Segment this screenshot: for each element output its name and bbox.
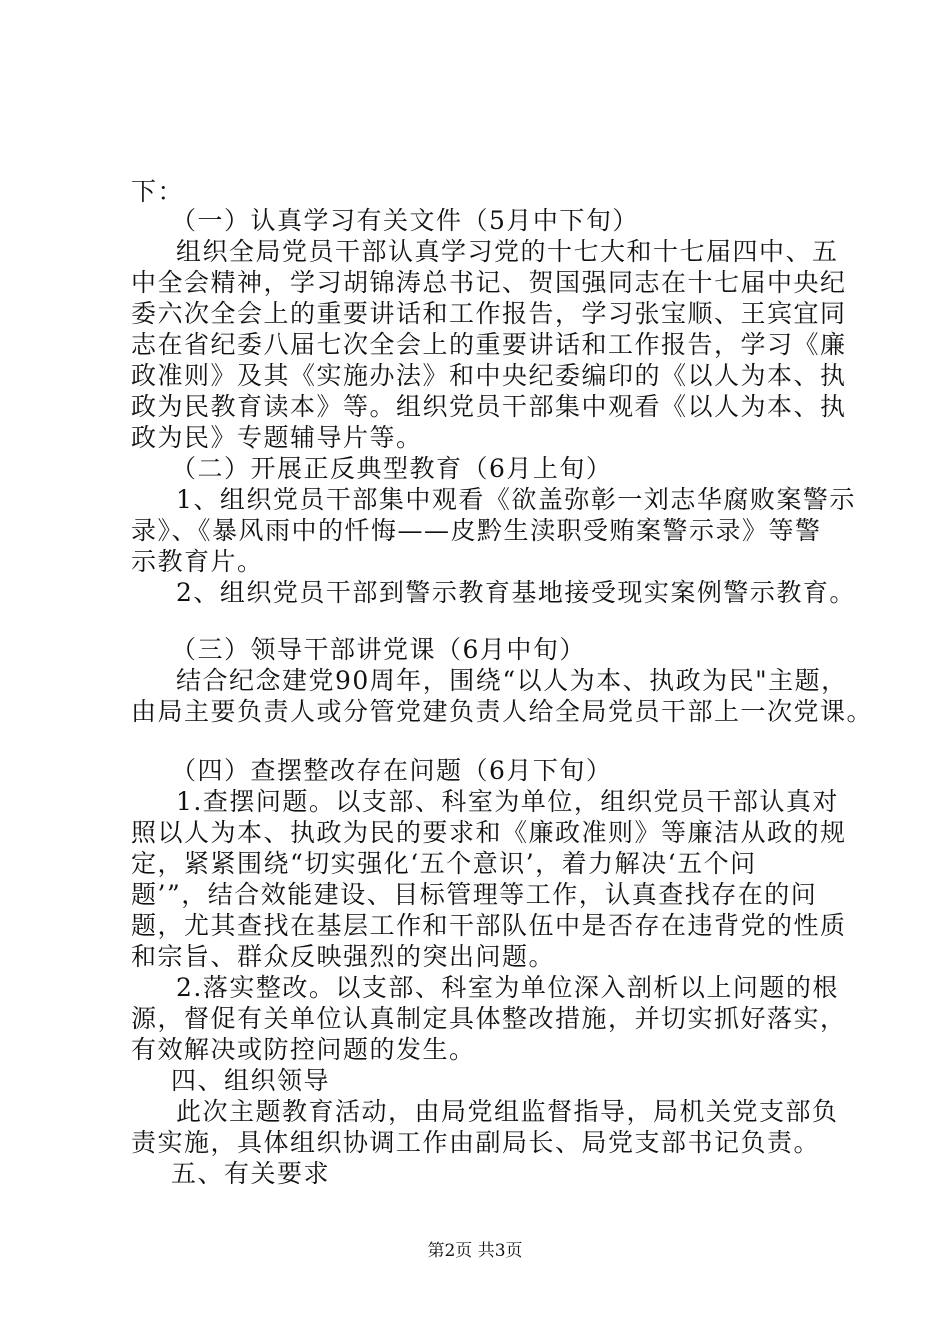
text-line: 政为民》专题辅导片等。 [131, 423, 423, 452]
text-line: 政为民教育读本》等。组织党员干部集中观看《以人为本、执 [131, 392, 847, 421]
text-line: 委六次全会上的重要讲话和工作报告，学习张宝顺、王宾宜同 [131, 299, 847, 328]
text-line: 下： [131, 177, 185, 206]
text-line: 2.落实整改。以支部、科室为单位深入剖析以上问题的根 [176, 973, 839, 1002]
section-heading: 四、组织领导 [171, 1066, 331, 1095]
text-line: 示教育片。 [131, 547, 264, 576]
text-line: 中全会精神，学习胡锦涛总书记、贺国强同志在十七届中央纪 [131, 268, 847, 297]
text-line: 1.查摆问题。以支部、科室为单位，组织党员干部认真对 [176, 787, 839, 816]
text-line: 1、组织党员干部集中观看《欲盖弥彰一刘志华腐败案警示 [176, 485, 856, 514]
text-line: 2、组织党员干部到警示教育基地接受现实案例警示教育。 [176, 578, 856, 607]
page-number: 第2页 共3页 [427, 1241, 523, 1261]
text-line: 有效解决或防控问题的发生。 [131, 1035, 476, 1064]
section-heading: 五、有关要求 [171, 1159, 331, 1188]
text-line: 题’”，结合效能建设、目标管理等工作，认真查找存在的问 [131, 880, 818, 909]
text-line: 录》、《暴风雨中的忏悔——皮黔生渎职受贿案警示录》等警 [131, 516, 822, 545]
text-line: 结合纪念建党90周年，围绕“以人为本、执政为民"主题， [176, 666, 848, 695]
text-line: 责实施，具体组织协调工作由副局长、局党支部书记负责。 [131, 1128, 821, 1157]
text-line: 和宗旨、群众反映强烈的突出问题。 [131, 942, 556, 971]
section-heading: （三）领导干部讲党课（6月中旬） [171, 635, 586, 664]
text-line: 由局主要负责人或分管党建负责人给全局党员干部上一次党课。 [131, 697, 874, 726]
section-heading: （二）开展正反典型教育（6月上旬） [171, 454, 613, 483]
section-heading: （一）认真学习有关文件（5月中下旬） [171, 206, 639, 235]
text-line: 源，督促有关单位认真制定具体整改措施，并切实抓好落实， [131, 1004, 847, 1033]
text-line: 定，紧紧围绕“切实强化‘五个意识’，着力解决‘五个问 [131, 849, 757, 878]
text-line: 照以人为本、执政为民的要求和《廉政准则》等廉洁从政的规 [131, 818, 847, 847]
text-line: 此次主题教育活动，由局党组监督指导，局机关党支部负 [176, 1097, 839, 1126]
text-line: 政准则》及其《实施办法》和中央纪委编印的《以人为本、执 [131, 361, 847, 390]
text-line: 组织全局党员干部认真学习党的十七大和十七届四中、五 [176, 237, 839, 266]
text-line: 志在省纪委八届七次全会上的重要讲话和工作报告，学习《廉 [131, 330, 847, 359]
text-line: 题，尤其查找在基层工作和干部队伍中是否存在违背党的性质 [131, 911, 847, 940]
section-heading: （四）查摆整改存在问题（6月下旬） [171, 756, 613, 785]
